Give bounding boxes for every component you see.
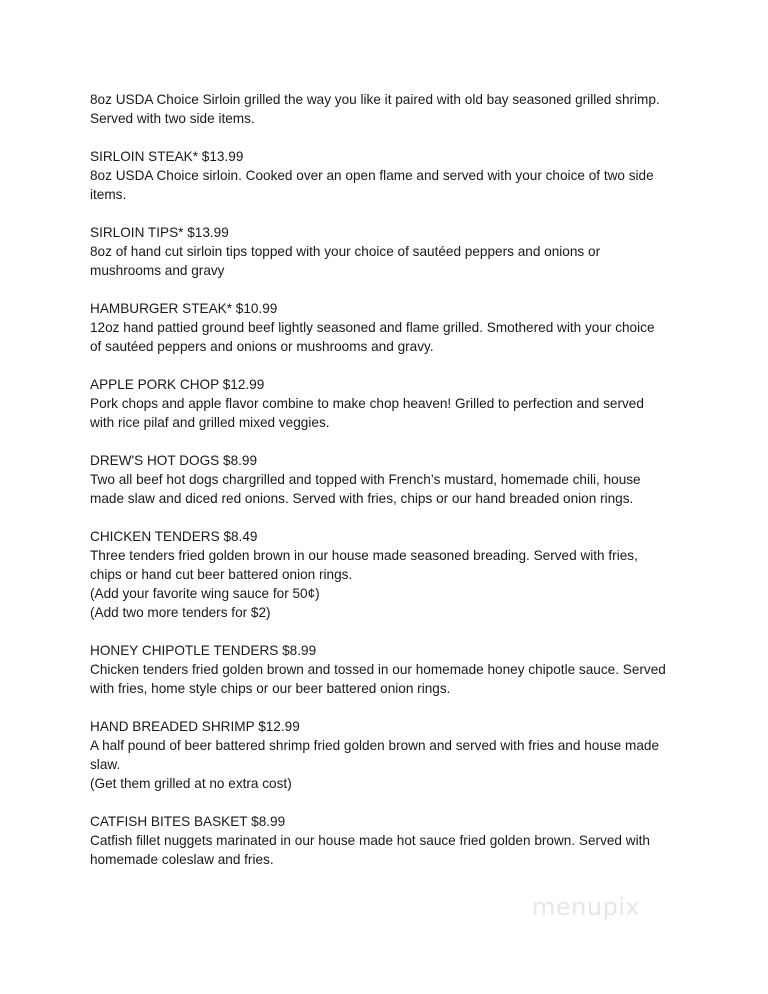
item-title: CATFISH BITES BASKET $8.99 [90, 814, 286, 829]
menu-item-surf-and-turf [90, 90, 690, 128]
menupix-watermark-logo: menupix [532, 893, 641, 921]
item-description-line: Served with two side items. [90, 111, 255, 126]
item-description-line: Pork chops and apple flavor combine to make chop heaven! Grilled to perfection and served [90, 396, 644, 411]
item-title: CHICKEN TENDERS $8.49 [90, 529, 258, 544]
item-description-line: Two all beef hot dogs chargrilled and topped with French’s mustard, homemade chili, house [90, 472, 641, 487]
item-note-line: (Add two more tenders for $2) [90, 605, 271, 620]
item-description-line: of sautéed peppers and onions or mushrooms and gravy. [90, 339, 434, 354]
item-description-line: Three tenders fried golden brown in our house made seasoned breading. Served with fries, [90, 548, 638, 563]
menu-item-apple-pork-chop [90, 375, 690, 432]
item-title: SIRLOIN TIPS* $13.99 [90, 225, 229, 240]
menu-item-catfish-bites-basket [90, 812, 690, 869]
menu-item-hamburger-steak [90, 299, 690, 356]
item-title: DREW'S HOT DOGS $8.99 [90, 453, 258, 468]
item-note-line: (Add your favorite wing sauce for 50¢) [90, 586, 320, 601]
item-description-line: chips or hand cut beer battered onion rings. [90, 567, 353, 582]
item-title: SIRLOIN STEAK* $13.99 [90, 149, 244, 164]
item-title: APPLE PORK CHOP $12.99 [90, 377, 265, 392]
menu-page [90, 90, 690, 888]
item-description-line: made slaw and diced red onions. Served with fries, chips or our hand breaded onion rings. [90, 491, 634, 506]
item-description-line: items. [90, 187, 127, 202]
item-description-line: slaw. [90, 757, 121, 772]
menu-item-drews-hot-dogs [90, 451, 690, 508]
item-title: HONEY CHIPOTLE TENDERS $8.99 [90, 643, 317, 658]
item-description-line: 8oz USDA Choice sirloin. Cooked over an open flame and served with your choice of two side [90, 168, 654, 183]
menu-item-honey-chipotle-tenders [90, 641, 690, 698]
item-description-line: homemade coleslaw and fries. [90, 852, 274, 867]
menu-item-chicken-tenders [90, 527, 690, 622]
item-description-line: mushrooms and gravy [90, 263, 225, 278]
menu-item-sirloin-steak [90, 147, 690, 204]
item-description-line: A half pound of beer battered shrimp fried golden brown and served with fries and house made [90, 738, 660, 753]
item-description-line: 12oz hand pattied ground beef lightly seasoned and flame grilled. Smothered with your choice [90, 320, 655, 335]
item-description-line: Chicken tenders fried golden brown and tossed in our homemade honey chipotle sauce. Served [90, 662, 666, 677]
item-note-line: (Get them grilled at no extra cost) [90, 776, 292, 791]
item-description-line: 8oz of hand cut sirloin tips topped with your choice of sautéed peppers and onions or [90, 244, 601, 259]
item-description-line: 8oz USDA Choice Sirloin grilled the way you like it paired with old bay seasoned grilled shrimp. [90, 92, 660, 107]
menu-item-hand-breaded-shrimp [90, 717, 690, 793]
item-description-line: Catfish fillet nuggets marinated in our house made hot sauce fried golden brown. Served with [90, 833, 650, 848]
item-title: HAMBURGER STEAK* $10.99 [90, 301, 278, 316]
menu-item-sirloin-tips [90, 223, 690, 280]
item-title: HAND BREADED SHRIMP $12.99 [90, 719, 300, 734]
item-description-line: with rice pilaf and grilled mixed veggies. [90, 415, 330, 430]
item-description-line: with fries, home style chips or our beer battered onion rings. [90, 681, 451, 696]
